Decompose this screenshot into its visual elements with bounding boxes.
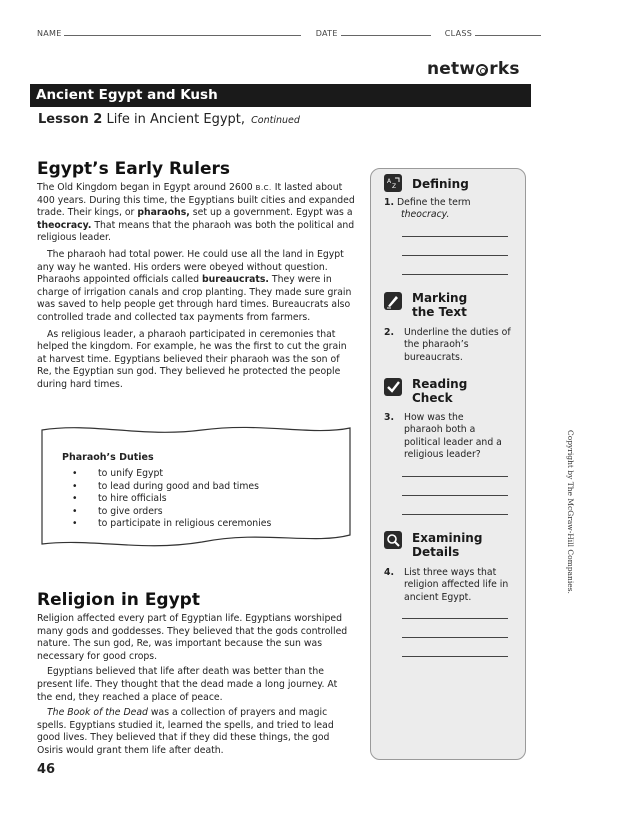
vocab-term-pharaohs: pharaohs, xyxy=(137,207,190,219)
list-item: • to unify Egypt xyxy=(72,468,271,481)
answer-line[interactable] xyxy=(402,618,508,619)
vocab-term-theocracy: theocracy. xyxy=(37,219,92,231)
date-line[interactable] xyxy=(341,27,431,36)
duties-title: Pharaoh’s Duties xyxy=(62,452,154,463)
paragraph: As religious leader, a pharaoh participated in ceremonies that helped the kingdom. For example, he was the first to cut the grain at harvest time. Egyptians believed their pharaoh was the son of Re, the Egyptian sun god. They believed he protected the people during hard times. xyxy=(37,328,347,390)
list-item: • to lead during good and bad times xyxy=(72,481,271,494)
book-title: The Book of the Dead xyxy=(47,707,148,719)
name-label: NAME xyxy=(37,29,62,38)
answer-line[interactable] xyxy=(402,236,508,237)
marking-heading: Marking the Text xyxy=(412,291,468,319)
networks-logo: netw rks xyxy=(427,59,520,79)
svg-text:A: A xyxy=(387,178,392,185)
section-egypts-early-rulers xyxy=(37,159,355,392)
class-line[interactable] xyxy=(475,27,541,36)
examining-details-icon xyxy=(384,531,402,549)
question-4: 4. List three ways that religion affected life in ancient Egypt. xyxy=(384,567,509,603)
list-item: • to give orders xyxy=(72,506,271,519)
list-item: • to participate in religious ceremonies xyxy=(72,518,271,531)
name-field-row xyxy=(37,27,541,38)
duties-list xyxy=(72,468,271,531)
reading-check-icon xyxy=(384,378,402,396)
logo-o-icon xyxy=(476,64,488,76)
unit-banner xyxy=(30,84,531,107)
answer-line[interactable] xyxy=(402,476,508,477)
lesson-title xyxy=(38,112,300,127)
answer-line[interactable] xyxy=(402,656,508,657)
defining-icon xyxy=(384,174,402,192)
paragraph: Religion affected every part of Egyptian life. Egyptians worshiped many gods and goddesses. They believed that the gods controlled nature. The sun god, Re, was important because the sun was necessary for good crops. xyxy=(37,613,348,662)
list-item: • to hire officials xyxy=(72,493,271,506)
paragraph: The Book of the Dead was a collection of prayers and magic spells. Egyptians studied it, learned the spells, and tried to lead good lives. They believed that if they did these things, the god Osiris would grant them life after death. xyxy=(37,707,334,756)
paragraph: The pharaoh had total power. He could use all the land in Egypt any way he wanted. His orders were obeyed without question. Pharaohs appointed officials called bureaucrats. They were in charge of irrigation canals and crop planting. They made sure grain was saved to help people get through hard times. Bureaucrats also controlled trade and collected tax payments from farmers. xyxy=(37,248,352,323)
date-label: DATE xyxy=(315,29,338,38)
lesson-continued: Continued xyxy=(251,115,300,126)
examining-details-heading: Examining Details xyxy=(412,531,483,559)
sidebar-panel xyxy=(370,168,526,760)
question-2: 2. Underline the duties of the pharaoh’s bureaucrats. xyxy=(384,327,511,363)
svg-text:Z: Z xyxy=(392,183,397,190)
lesson-number: Lesson 2 xyxy=(38,112,103,127)
answer-line[interactable] xyxy=(402,255,508,256)
question-3: 3. How was the pharaoh both a political leader and a religious leader? xyxy=(384,412,502,460)
answer-line[interactable] xyxy=(402,514,508,515)
class-label: CLASS xyxy=(444,29,473,38)
reading-check-heading: Reading Check xyxy=(412,377,468,405)
vocab-term-bureaucrats: bureaucrats. xyxy=(202,274,269,286)
answer-line[interactable] xyxy=(402,637,508,638)
section-heading: Egypt’s Early Rulers xyxy=(37,159,231,179)
paragraph: Egyptians believed that life after death was better than the present life. They thought that the dead made a long journey. At the end, they reached a place of peace. xyxy=(37,666,338,703)
lesson-name: Life in Ancient Egypt, xyxy=(106,112,246,127)
section-religion-in-egypt xyxy=(37,590,355,758)
section-heading: Religion in Egypt xyxy=(37,590,200,610)
answer-line[interactable] xyxy=(402,495,508,496)
page-number: 46 xyxy=(37,762,56,777)
copyright-notice: Copyright by The McGraw-Hill Companies. xyxy=(566,430,575,594)
defining-heading: Defining xyxy=(412,177,469,191)
answer-line[interactable] xyxy=(402,274,508,275)
unit-title: Ancient Egypt and Kush xyxy=(36,87,218,103)
question-1: 1. Define the term theocracy. xyxy=(384,197,471,221)
name-line[interactable] xyxy=(64,27,301,36)
marking-icon xyxy=(384,292,402,310)
paragraph: The Old Kingdom began in Egypt around 2600 B.C. It lasted about 400 years. During this time, the Egyptians built cities and expanded trade. Their kings, or pharaohs, set up a government. Egypt was a theocracy. That means that the pharaoh was both the political and religious leader. xyxy=(37,182,355,244)
